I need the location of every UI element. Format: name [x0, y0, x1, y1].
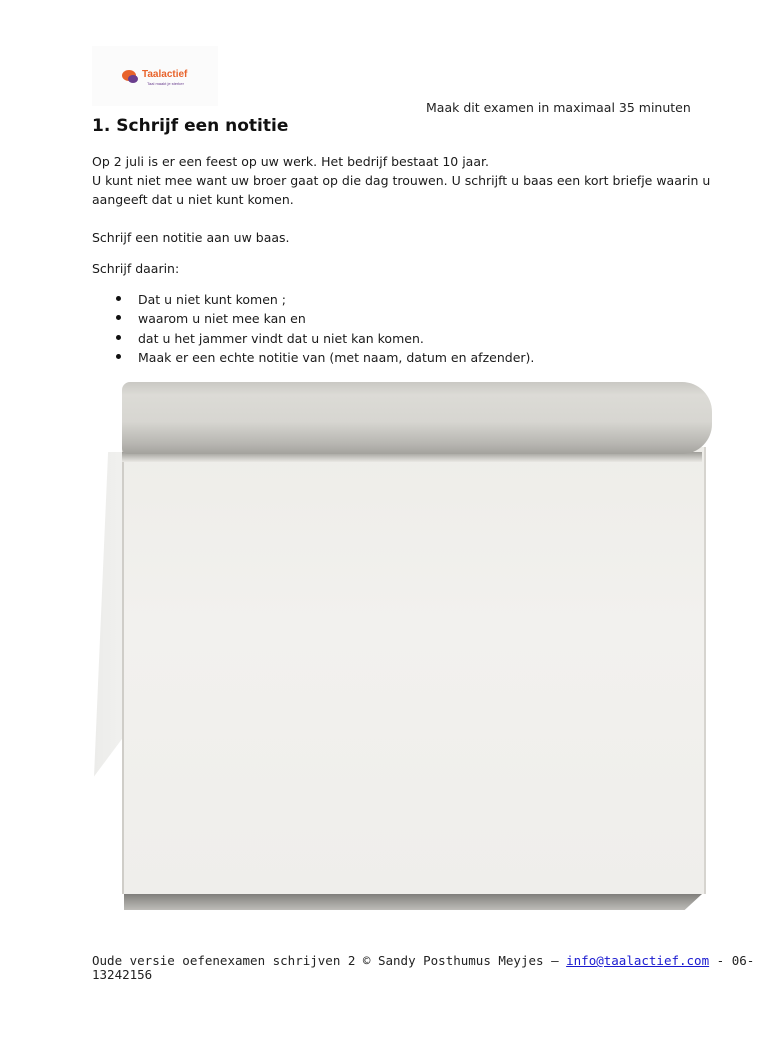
- intro-line-2: U kunt niet mee want uw broer gaat op die dag trouwen. U schrijft u baas een kort briefje waarin u: [92, 173, 711, 188]
- footer-phone-prefix: - 06-: [716, 953, 755, 968]
- notepad-rolled-top: [122, 382, 712, 454]
- logo-brand-text: Taalactief: [142, 69, 188, 80]
- intro-line-1: Op 2 juli is er een feest op uw werk. Het bedrijf bestaat 10 jaar.: [92, 154, 489, 169]
- notepad-page-stack: [124, 894, 702, 910]
- taalactief-logo: [92, 46, 218, 106]
- exam-time-note: Maak dit examen in maximaal 35 minuten: [426, 100, 691, 115]
- blank-notepad-image: [92, 382, 712, 912]
- logo-tagline: Taal maakt je sterker: [147, 81, 184, 86]
- footer-line-1: [92, 953, 755, 968]
- intro-line-3: aangeeft dat u niet kunt komen.: [92, 192, 294, 207]
- list-item: Maak er een echte notitie van (met naam, datum en afzender).: [92, 348, 534, 367]
- notepad-writing-area: [122, 447, 706, 894]
- task-text: Schrijf een notitie aan uw baas.: [92, 230, 290, 245]
- footer-email-link[interactable]: info@taalactief.com: [566, 953, 710, 968]
- footer-phone-number: 13242156: [92, 967, 153, 982]
- instructions-label: Schrijf daarin:: [92, 261, 180, 276]
- speech-bubble-small-icon: [128, 75, 138, 83]
- section-heading: [92, 116, 288, 136]
- section-number: 1.: [92, 116, 111, 136]
- footer-copyright: Oude versie oefenexamen schrijven 2 © Sandy Posthumus Meyjes –: [92, 953, 559, 968]
- list-item: Dat u niet kunt komen ;: [92, 290, 534, 309]
- list-item: waarom u niet mee kan en: [92, 309, 534, 328]
- section-title: Schrijf een notitie: [116, 116, 289, 136]
- list-item: dat u het jammer vindt dat u niet kan komen.: [92, 329, 534, 348]
- instructions-list: [92, 290, 534, 367]
